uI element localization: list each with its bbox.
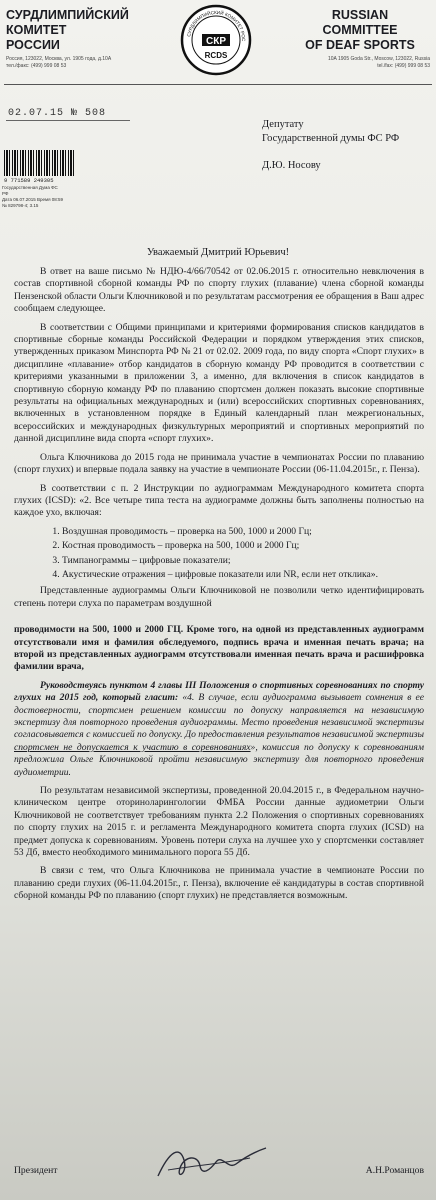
emblem-ring-text: СУРДЛИМПИЙСКИЙ КОМИТЕТ РОС [186, 9, 247, 42]
paragraph-7-end: », комиссия по допуску к соревнованиям предложила Ольге Ключниковой пройти независимую экспертизу для повторного проведения аудиометрии. [14, 741, 424, 778]
barcode [4, 150, 74, 176]
right-org-line-3: OF DEAF SPORTS [305, 38, 415, 52]
registration-number: 02.07.15 № 508 [8, 108, 107, 119]
header-divider [4, 84, 432, 85]
paragraph-2: В соответствии с Общими принципами и критериями формирования списков кандидатов в спортивные сборные команды Российской Федерации и порядком утверждения этих списков, утвержденных приказом Минспорта РФ № 21 от 02.02. 2009 года, по виду спорта «Спорт глухих» в дисциплине «плавание» отбор кандидатов в сборную команду РФ проводится в соответствии с критериями указанными в приложении 3, а именно, для включения в список кандидатов в спортивную сборную команду РФ по плаванию спортсмен должен показать высокие спортивные результаты на официальных международных и (или) всероссийских спортивных соревнованиях, включенных в установленном порядке в Единый календарный план межрегиональных, всероссийских и международных физкультурных мероприятий и спортивных мероприятий по данной дисциплине вида спорта «спорт глухих». [14, 321, 424, 445]
right-org-line-2: COMMITTEE [322, 23, 398, 37]
paragraph-8: По результатам независимой экспертизы, проведенной 20.04.2015 г., в Федеральном научно-клиническом центре оториноларингологии ФМБА России данные аудиометрии Ольги Ключниковой не соответствует требованиям пункта 2.2 Положения о спортивных соревнованиях по спорту глухих на 2015 г. и регламента Международного комитета спорта глухих (ICSD) на предмет допуска к соревнованиям. Уровень потери слуха на лучшее ухо у спортсменки составляет 53 Дб, вместо необходимого минимального порога 55 Дб. [14, 785, 424, 859]
paragraph-1: В ответ на ваше письмо № НДЮ-4/66/70542 от 02.06.2015 г. относительно невключения в состав спортивной сборной команды РФ по спорту глухих (плавание) члена сборной команды Пензенской области Ольги Ключниковой и по результатам рассмотрения ее обращения в Ваш адрес сообщаем следующее. [14, 266, 424, 315]
signatory-position: Президент [14, 1165, 58, 1176]
stamp-line-1: Государственная Дума ФС РФ [2, 185, 58, 196]
right-org-line-1: RUSSIAN [331, 8, 389, 22]
list-item: 3. Тимпанограммы – цифровые показатели; [62, 555, 424, 567]
addressee-block [262, 118, 399, 146]
right-phone: tel./fax: (499) 999 08 53 [377, 63, 430, 69]
addressee-line-1: Депутату [262, 119, 304, 130]
registration-underline [6, 120, 130, 121]
right-address: 10A 1905 Goda Str., Moscow, 123022, Russia [327, 56, 430, 62]
letterhead-right [290, 8, 430, 70]
list-item: 1. Воздушная проводимость – проверка на 500, 1000 и 2000 Гц; [62, 526, 424, 538]
paragraph-6: проводимости на 500, 1000 и 2000 ГЦ. Кроме того, на одной из представленных аудиограмм отсутствовали имя и фамилия обследуемого, подпись врача и именная печать врача; на второй из представленных аудиограмм отсутствовали именная печать врача и расшифровка фамилии врача, [14, 624, 424, 673]
addressee-name: Д.Ю. Носову [262, 160, 321, 171]
left-org-line-1: СУРДЛИМПИЙСКИЙ [6, 8, 129, 22]
paragraph-3: Ольга Ключникова до 2015 года не принимала участие в чемпионатах России по плаванию (спорт глухих) и впервые подала заявку на участие в чемпионате России (06-11.04.2015г., г. Пенза). [14, 451, 424, 476]
left-org-line-2: КОМИТЕТ [6, 23, 67, 37]
emblem-mid-text: СКР [206, 36, 226, 47]
paragraph-7-lead: Руководствуясь пунктом 4 главы III Положения о спортивных соревнованиях по спорту глухих на 2015 год, который гласит: [14, 679, 424, 704]
emblem-bottom-text: RCDS [204, 51, 228, 60]
left-address: Россия, 123022, Москва, ул. 1905 года, д.10А [6, 56, 112, 62]
audiogram-test-list [14, 526, 424, 582]
signatory-name: А.Н.Романцов [365, 1165, 424, 1176]
barcode-number: 9 771589 249305 [4, 177, 54, 184]
letterhead-left [6, 8, 166, 70]
addressee-line-2: Государственной думы ФС РФ [262, 133, 400, 144]
paragraph-5: Представленные аудиограммы Ольги Ключниковой не позволили четко идентифицировать степень потери слуха по параметрам воздушной [14, 585, 424, 609]
receipt-stamp [2, 185, 64, 209]
handwritten-signature [150, 1140, 270, 1188]
left-org-line-3: РОССИИ [6, 38, 60, 52]
paragraph-9: В связи с тем, что Ольга Ключникова не принимала участие в чемпионате России по плаванию среди глухих (06-11.04.2015г., г. Пенза), включение её кандидатуры в состав спортивной сборной команды РФ по плаванию (спорт глухих) не представляется возможным. [14, 865, 424, 902]
salutation: Уважаемый Дмитрий Юрьевич! [146, 247, 290, 258]
paragraph-7-quote: «4. В случае, если аудиограмма вызывает сомнения в ее достоверности, спортсмен решением комиссии по допуску направляется на независимую экспертизу для повторного проведения аудиограммы. Место проведения независимой экспертизы согласовывается с комиссией по допуску. До предоставления результатов независимой экспертизы [14, 692, 424, 741]
list-item: 4. Акустические отражения – цифровые показатели или NR, если нет отклика». [62, 569, 424, 581]
letter-body [14, 266, 424, 909]
list-item: 2. Костная проводимость – проверка на 500, 1000 и 2000 Гц; [62, 540, 424, 552]
left-phone: тел./факс: (499) 999 08 53 [6, 63, 67, 69]
paragraph-7 [14, 680, 424, 779]
emblem-logo [180, 4, 252, 76]
paragraph-4: В соответствии с п. 2 Инструкции по аудиограммам Международного комитета спорта глухих (ICSD): «2. Все четыре типа теста на аудиограмме должны быть заполнены полностью на каждое ухо, включая: [14, 482, 424, 519]
stamp-line-2: Дата 06.07.2015 Время 08:59 [2, 197, 64, 202]
stamp-line-3: № 829798-4; 3.15 [2, 203, 39, 208]
paragraph-7-underlined: спортсмен не допускается к участию в соревнованиях [14, 741, 251, 753]
